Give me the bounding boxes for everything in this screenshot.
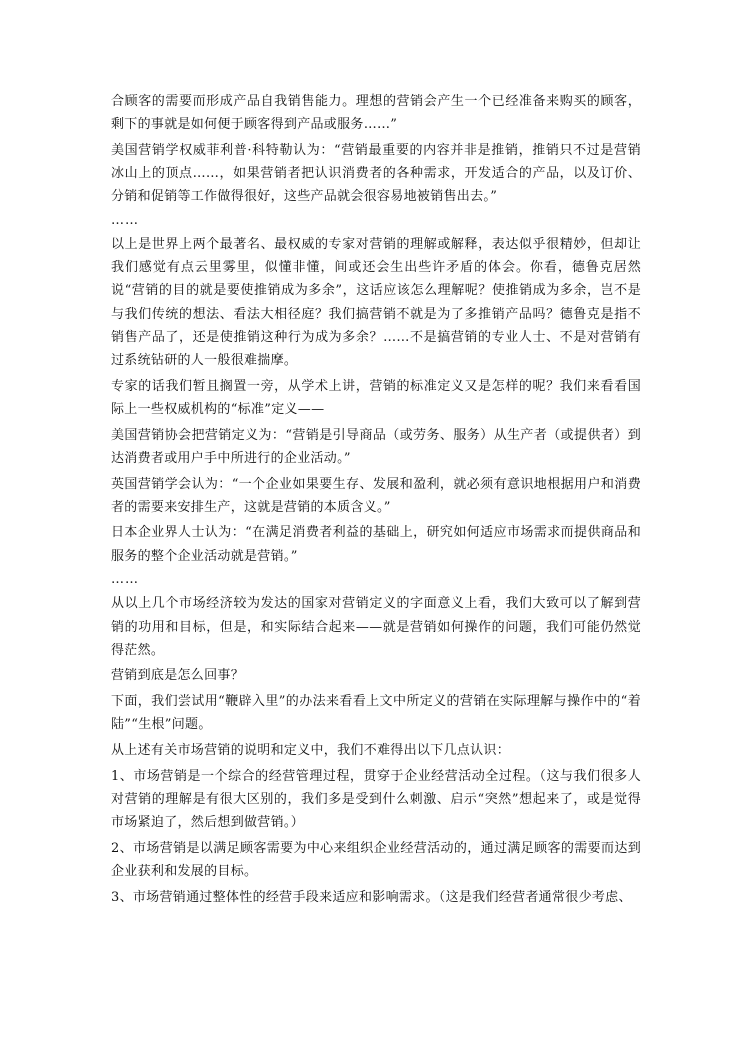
paragraph-2: 美国营销学权威菲利普·科特勒认为：“营销最重要的内容并非是推销，推销只不过是营销冰山上的顶点……，如果营销者把认识消费者的各种需求，开发适合的产品，以及订价、分销和促销等工作做得很好，这些产品就会很容易地被销售出去。” xyxy=(111,142,641,205)
paragraph-14: 3、市场营销通过整体性的经营手段来适应和影响需求。（这是我们经营者通常很少考虑、 xyxy=(111,889,632,905)
paragraph-11: 从上述有关市场营销的说明和定义中，我们不难得出以下几点认识： xyxy=(111,743,511,759)
paragraph-4: 专家的话我们暂且搁置一旁，从学术上讲，营销的标准定义又是怎样的呢？我们来看看国际上一些权威机构的“标准”定义—— xyxy=(111,378,641,417)
paragraph-13: 2、市场营销是以满足顾客需要为中心来组织企业经营活动的，通过满足顾客的需要而达到企业获利和发展的目标。 xyxy=(111,840,641,880)
paragraph-7: 日本企业界人士认为：“在满足消费者利益的基础上，研究如何适应市场需求而提供商品和服务的整个企业活动就是营销。” xyxy=(111,525,641,564)
paragraph-6: 英国营销学会认为：“一个企业如果要生存、发展和盈利，就必须有意识地根据用户和消费者的需要来安排生产，这就是营销的本质含义。” xyxy=(111,476,641,515)
paragraph-12: 1、市场营销是一个综合的经营管理过程，贯穿于企业经营活动全过程。（这与我们很多人对营销的理解是有很大区别的，我们多是受到什么刺激、启示“突然”想起来了，或是觉得市场紧迫了，然后想到做营销。） xyxy=(111,768,641,831)
paragraph-5: 美国营销协会把营销定义为：“营销是引导商品（或劳务、服务）从生产者（或提供者）到达消费者或用户手中所进行的企业活动。” xyxy=(111,427,641,466)
document-page xyxy=(111,90,641,912)
paragraph-10: 下面，我们尝试用“鞭辟入里”的办法来看看上文中所定义的营销在实际理解与操作中的“着陆”“生根”问题。 xyxy=(111,694,641,733)
paragraph-9: 营销到底是怎么回事？ xyxy=(111,668,245,684)
paragraph-1: 合顾客的需要而形成产品自我销售能力。理想的营销会产生一个已经准备来购买的顾客，剩下的事就是如何便于顾客得到产品或服务……” xyxy=(111,94,641,133)
paragraph-3: 以上是世界上两个最著名、最权威的专家对营销的理解或解释，表达似乎很精妙，但却让我们感觉有点云里雾里，似懂非懂，间或还会生出些许矛盾的体会。你看，德鲁克居然说“营销的目的就是要使推销成为多余”，这话应该怎么理解呢？使推销成为多余，岂不是与我们传统的想法、看法大相径庭？我们搞营销不就是为了多推销产品吗？德鲁克是指不销售产品了，还是使推销这种行为成为多余？……不是搞营销的专业人士、不是对营销有过系统钻研的人一般很难揣摩。 xyxy=(111,237,641,369)
ellipsis-2: …… xyxy=(111,572,139,588)
ellipsis-1: …… xyxy=(111,213,139,229)
paragraph-8: 从以上几个市场经济较为发达的国家对营销定义的字面意义上看，我们大致可以了解到营销的功用和目标，但是，和实际结合起来——就是营销如何操作的问题，我们可能仍然觉得茫然。 xyxy=(111,596,641,658)
